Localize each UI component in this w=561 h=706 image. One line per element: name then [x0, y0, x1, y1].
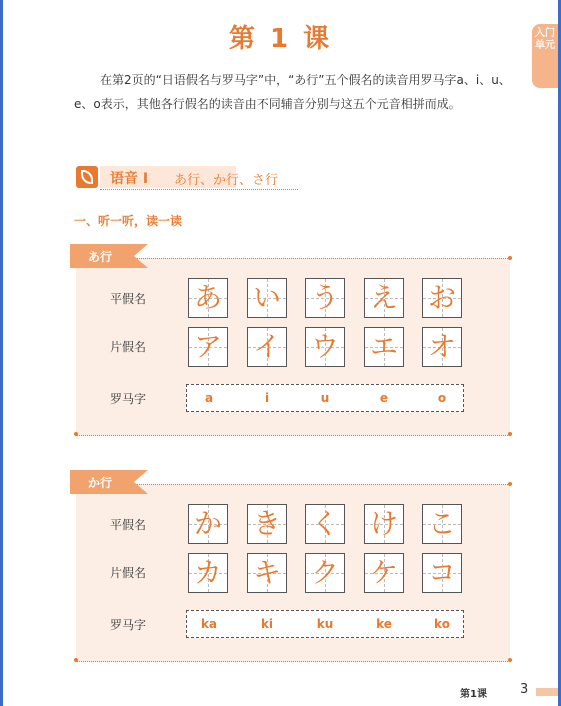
section-underline — [100, 189, 298, 190]
lesson-title: 第 1 课 — [228, 24, 333, 54]
romaji-cell: a — [204, 391, 214, 405]
romaji-row-label: 罗马字 — [110, 392, 147, 406]
dot-marker — [74, 432, 78, 436]
romaji-box — [186, 384, 464, 412]
dot-marker — [74, 658, 78, 662]
kana-block-ka — [76, 470, 510, 666]
kana-cell: う — [305, 278, 345, 318]
kana-cell: え — [364, 278, 404, 318]
romaji-cell: e — [379, 391, 389, 405]
kana-cell: イ — [247, 327, 287, 367]
romaji-row-label: 罗马字 — [110, 618, 147, 632]
footer-accent-bar — [536, 688, 558, 696]
kana-cell: き — [247, 504, 287, 544]
kana-cell: オ — [422, 327, 462, 367]
row-tag-label: か行 — [88, 476, 113, 490]
romaji-cell: o — [437, 391, 447, 405]
kana-cell: ア — [188, 327, 228, 367]
romaji-cell: ko — [434, 617, 450, 631]
romaji-cell: ku — [316, 617, 334, 631]
hiragana-row-label: 平假名 — [110, 292, 147, 306]
kana-cell: ク — [305, 553, 345, 593]
intro-paragraph: 在第2页的“日语假名与罗马字”中，“あ行”五个假名的读音用罗马字a、i、u、e、o表示，其他各行假名的读音由不同辅音分别与这五个元音相拼而成。 — [74, 73, 511, 111]
romaji-cell: ki — [260, 617, 274, 631]
footer-lesson-label: 第1课 — [460, 689, 487, 700]
dot-marker — [508, 482, 512, 486]
katakana-row-label: 片假名 — [110, 340, 147, 354]
romaji-cell: i — [264, 391, 270, 405]
kana-cell: コ — [422, 553, 462, 593]
kana-cell: け — [364, 504, 404, 544]
exercise-heading: 一、听一听，读一读 — [74, 214, 183, 228]
unit-side-tab-label: 入门单元 — [535, 28, 555, 51]
kana-cell: エ — [364, 327, 404, 367]
dot-marker — [508, 432, 512, 436]
page-number: 3 — [520, 682, 529, 697]
kana-cell: い — [247, 278, 287, 318]
leaf-icon — [76, 166, 98, 188]
row-tag — [70, 470, 148, 494]
section-title: 语音 I — [110, 171, 149, 187]
katakana-row-label: 片假名 — [110, 566, 147, 580]
kana-cell: あ — [188, 278, 228, 318]
section-subtitle: あ行、か行、さ行 — [174, 173, 279, 188]
hiragana-row-label: 平假名 — [110, 518, 147, 532]
dot-marker — [508, 256, 512, 260]
romaji-box — [186, 610, 464, 638]
kana-cell: か — [188, 504, 228, 544]
kana-cell: カ — [188, 553, 228, 593]
row-tag — [70, 244, 148, 268]
kana-cell: お — [422, 278, 462, 318]
left-border — [0, 0, 3, 706]
kana-cell: ウ — [305, 327, 345, 367]
dot-marker — [508, 658, 512, 662]
kana-block-a — [76, 244, 510, 440]
kana-cell: く — [305, 504, 345, 544]
row-tag-label: あ行 — [88, 250, 113, 264]
kana-cell: ケ — [364, 553, 404, 593]
romaji-cell: ke — [376, 617, 392, 631]
kana-cell: キ — [247, 553, 287, 593]
romaji-cell: u — [320, 391, 330, 405]
kana-cell: こ — [422, 504, 462, 544]
romaji-cell: ka — [200, 617, 218, 631]
